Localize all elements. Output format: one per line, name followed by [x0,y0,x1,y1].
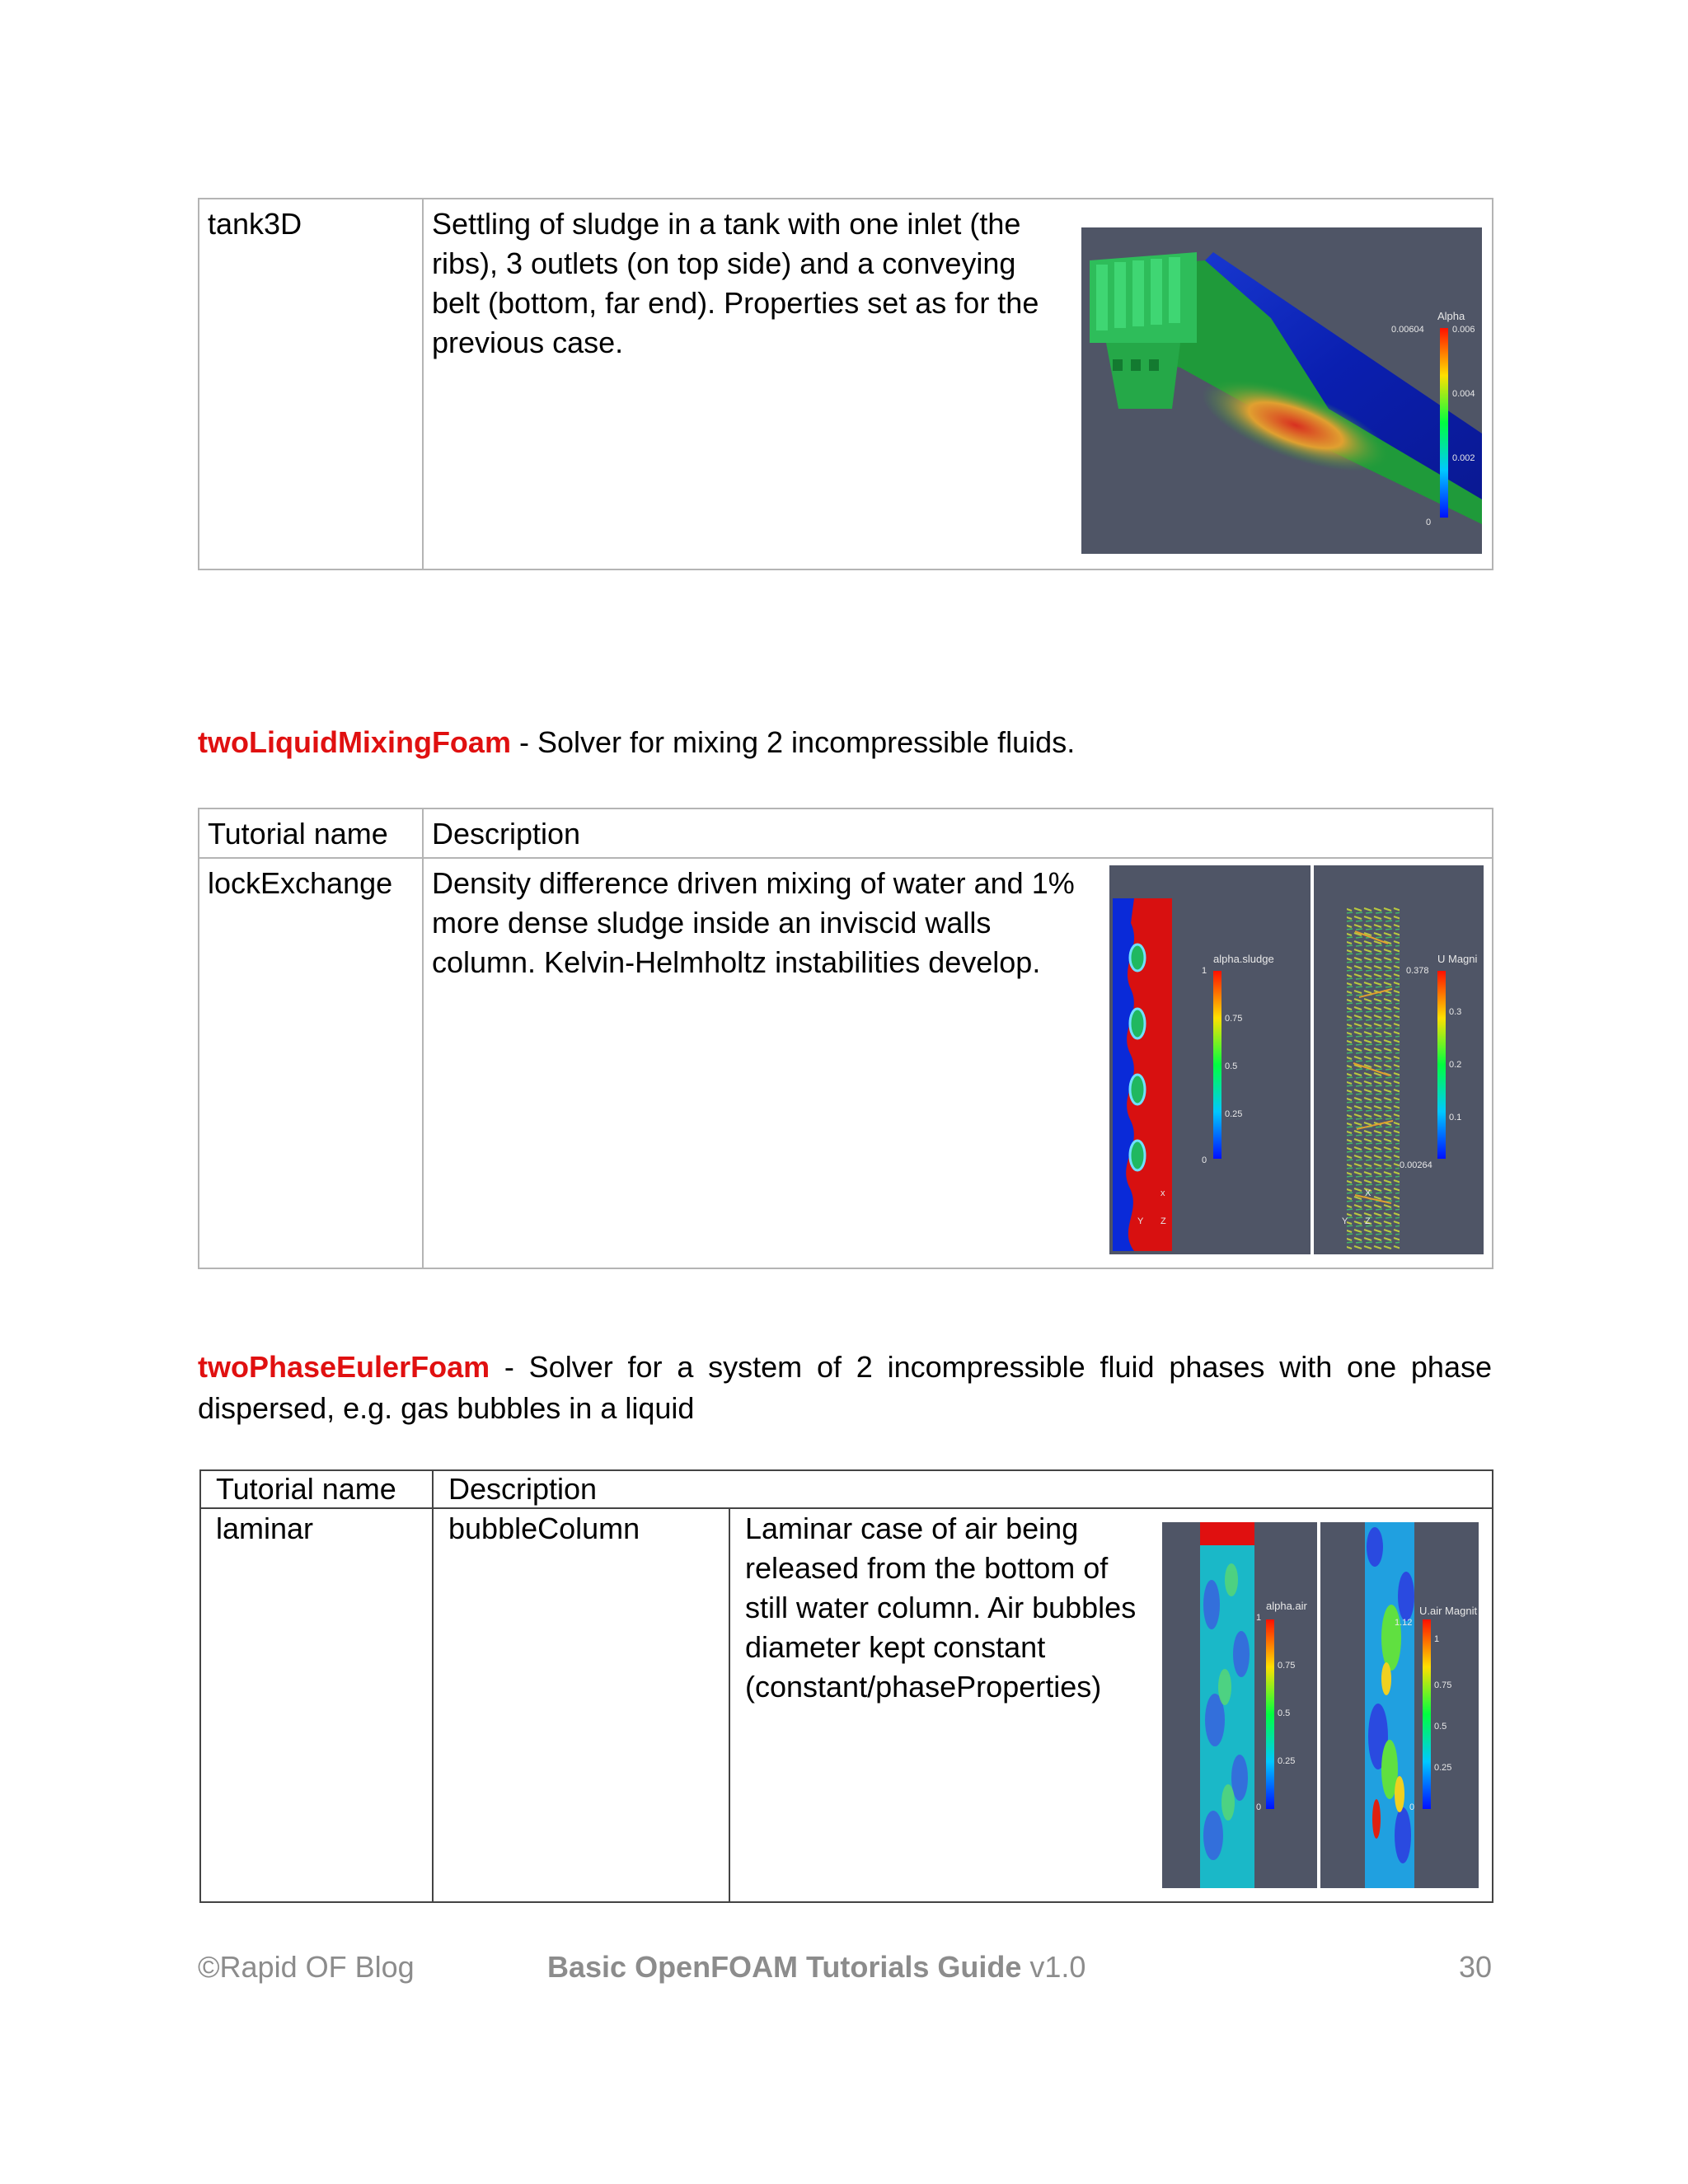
colorbar-max: 1.12 [1395,1618,1413,1628]
tutorial-table-bubblecolumn [199,1469,1493,1903]
colorbar-tick: 0.75 [1278,1661,1296,1671]
header-description: Description [448,1472,598,1506]
colorbar-tick: 1 [1434,1634,1440,1644]
colorbar-title: U Magni [1437,953,1478,965]
table-header-row [199,808,1493,858]
colorbar-max: 1 [1202,966,1207,976]
tutorial-name: laminar [216,1511,314,1545]
axis-label-z: Z [1160,1216,1166,1226]
colorbar-min: 0 [1202,1155,1207,1165]
colorbar-title: alpha.sludge [1213,953,1274,965]
colorbar-max: 1 [1256,1613,1262,1623]
colorbar-tick: 0.5 [1225,1062,1238,1071]
colorbar-tick: 0.5 [1278,1708,1291,1718]
solver-summary: - Solver for mixing 2 incompressible fluids. [510,725,1076,759]
table-row [200,1508,1493,1902]
page-number: 30 [1458,1950,1492,1984]
colorbar-tick: 0.75 [1434,1680,1452,1690]
tutorial-name: tank3D [208,207,302,241]
colorbar-max: 0.00604 [1391,325,1424,335]
colorbar-title: U.air Magnit [1419,1605,1478,1617]
table-header-row [200,1470,1493,1508]
footer-copyright: ©Rapid OF Blog [198,1950,415,1984]
case-name: bubbleColumn [448,1511,640,1545]
header-cell [433,1470,1493,1508]
axis-label-y: Y [1342,1216,1348,1226]
colorbar-tick: 0.3 [1449,1007,1462,1017]
header-tutorial-name: Tutorial name [208,817,388,851]
tutorial-name-cell [199,199,423,569]
header-cell [200,1470,433,1508]
header-tutorial-name: Tutorial name [216,1472,396,1506]
colorbar-tick: 0.75 [1225,1014,1243,1024]
axis-label-x: X [1365,1188,1372,1198]
case-name-cell [433,1508,729,1902]
tank3d-render [1081,227,1482,554]
colorbar-tick: 0.002 [1452,453,1475,463]
axis-label-z: Z [1365,1216,1371,1226]
guide-title: Basic OpenFOAM Tutorials Guide [547,1950,1022,1984]
colorbar-title: Alpha [1437,310,1465,322]
velocity-air-render [1320,1522,1479,1888]
footer-guide-title [547,1950,1085,1985]
colorbar-tick: 0.006 [1452,325,1475,335]
colorbar-min: 0.00264 [1400,1160,1432,1170]
header-cell [423,808,1493,858]
colorbar-tick: 0.5 [1434,1722,1447,1732]
bubblecolumn-alpha-image [1162,1522,1317,1888]
tank3d-simulation-image [1081,227,1482,554]
solver-summary: - Solver for a system of 2 incompressible fluid phases with one phase [490,1350,1492,1384]
description-cell [729,1508,1493,1902]
tutorial-description: Density difference driven mixing of water and 1% more dense sludge inside an inviscid walls column. Kelvin-Helmholtz instabilities develop. [432,866,1075,979]
colorbar-min: 0 [1426,518,1432,527]
header-description: Description [432,817,581,851]
solver-name: twoLiquidMixingFoam [198,725,511,759]
colorbar-min: 0 [1409,1802,1415,1812]
solver-heading-line [198,1347,1492,1388]
colorbar-tick: 0.25 [1278,1756,1296,1766]
lockexchange-alpha-image [1109,865,1311,1254]
tutorial-description: Settling of sludge in a tank with one inlet (the ribs), 3 outlets (on top side) and a conveying belt (bottom, far end). Properties set as for the previous case. [432,207,1039,359]
axis-label-x: x [1160,1188,1165,1198]
colorbar-tick: 0.1 [1449,1113,1462,1122]
colorbar-tick: 0.25 [1434,1763,1452,1773]
table-row [199,199,1493,569]
tutorial-description: Laminar case of air being released from the bottom of still water column. Air bubbles diameter kept constant (constant/phaseProperties) [745,1511,1137,1704]
solver-name: twoPhaseEulerFoam [198,1350,490,1384]
colorbar-min: 0 [1256,1802,1262,1812]
lockexchange-velocity-image [1314,865,1484,1254]
table-row [199,858,1493,1268]
colorbar-tick: 0.25 [1225,1109,1243,1119]
axis-label-y: Y [1137,1216,1144,1226]
guide-version: v1.0 [1021,1950,1086,1984]
solver-heading [198,1347,1492,1429]
colorbar-tick: 0.004 [1452,389,1475,399]
tutorial-name: lockExchange [208,866,393,900]
alpha-sludge-render [1109,865,1311,1254]
description-cell [423,858,1493,1268]
description-cell [423,199,1493,569]
tutorial-name-cell [199,858,423,1268]
colorbar-max: 0.378 [1406,966,1429,976]
page-footer [198,1950,1492,1991]
solver-heading [198,722,1492,763]
tutorial-table-lockexchange [198,808,1493,1269]
alpha-air-render [1162,1522,1317,1888]
header-cell [199,808,423,858]
colorbar-title: alpha.air [1266,1600,1307,1612]
bubblecolumn-velocity-image [1320,1522,1479,1888]
tutorial-table-tank [198,198,1493,570]
tutorial-name-cell [200,1508,433,1902]
colorbar-tick: 0.2 [1449,1060,1462,1070]
solver-summary-continued: dispersed, e.g. gas bubbles in a liquid [198,1391,695,1425]
